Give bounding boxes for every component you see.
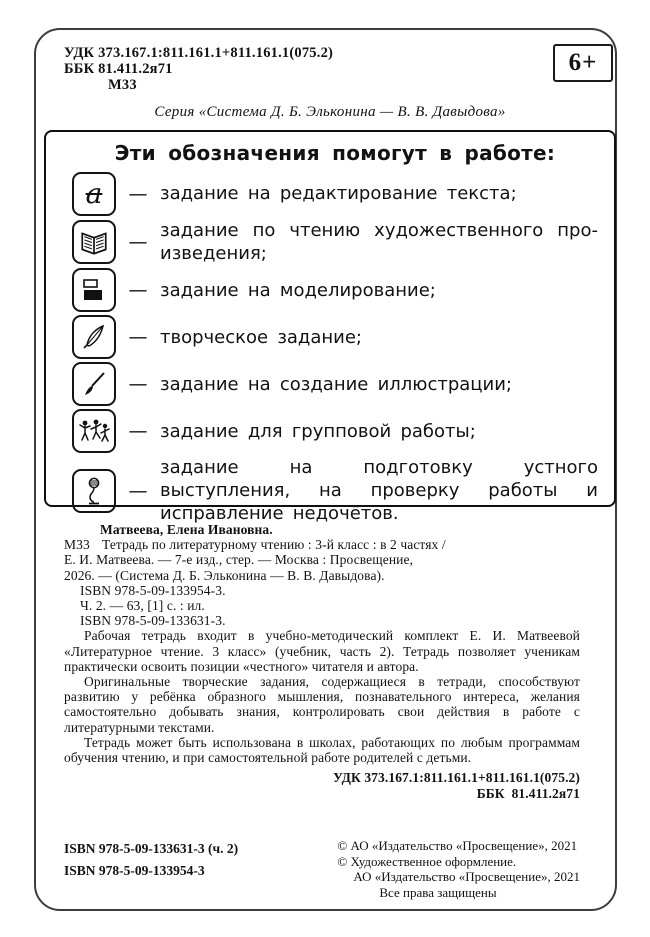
legend-item-text: задание на редактирование текста; [160,183,517,205]
card-title-line: Тетрадь по литературному чтению : 3-й класс : в 2 частях / [102,537,446,553]
icon-box [72,268,116,312]
legend-box [44,130,616,525]
bbk-code: ББК 81.411.2я71 [64,60,173,77]
icon-box [72,409,116,453]
legend-item [72,219,598,265]
footer-copyright-block [337,838,580,900]
card-author: Матвеева, Елена Ивановна. [100,522,273,537]
icon-box [72,172,116,216]
card-line: 2026. — (Система Д. Б. Эльконина — В. В. Давыдова). [64,567,385,583]
footer-isbn-block [64,838,238,882]
legend-item [72,315,598,359]
legend-rows [72,172,598,525]
card-isbn: ISBN 978-5-09-133631-3. [80,613,226,629]
legend-item [72,172,598,216]
dash-separator: — [128,326,148,349]
imprint-text [64,522,580,802]
paintbrush-icon [79,369,109,399]
annotation-paragraph-3: Тетрадь может быть использована в школах, работающих по любым программам обучения чтению, и при самостоятельной работе родителей с детьми. [64,734,580,766]
footer [64,838,580,900]
footer-isbn-full: ISBN 978-5-09-133954-3 [64,863,205,878]
quill-icon [79,322,109,352]
udk-code: УДК 373.167.1:811.161.1+811.161.1(075.2) [64,45,334,61]
dash-separator: — [128,420,148,443]
legend-item-text: задание на подготовку устного выступления, на проверку работы и исправление недочётов. [160,457,598,525]
annotation-paragraph-1: Рабочая тетрадь входит в учебно-методический комплект Е. И. Матвеевой «Литературное чтение. 3 класс» (учебник, часть 2). Тетрадь позволяет ученикам практически освоить позиции «честного» читателя и автора. [64,628,580,674]
copyright-line-4: Все права защищены [379,884,497,900]
bbk-code-bottom: ББК 81.411.2я71 [476,786,580,802]
classification-footer [64,770,580,802]
microphone-icon [79,475,109,507]
group-work-icon [77,416,111,446]
dash-separator: — [128,231,148,254]
reading-book-icon [78,226,110,258]
udk-code-bottom: УДК 373.167.1:811.161.1+811.161.1(075.2) [332,770,580,786]
icon-box [72,469,116,513]
annotation [64,628,580,765]
card-part-line: Ч. 2. — 63, [1] с. : ил. [80,598,205,614]
legend-item [72,268,598,312]
card-code: М33 [64,537,90,553]
legend-item-text: задание на моделирование; [160,279,436,301]
annotation-paragraph-2: Оригинальные творческие задания, содержащиеся в тетради, способствуют развитию у ребёнка образного мышления, познавательного интереса, желания самостоятельно добывать знания, контролировать свои действия в работе с литературными текстами. [64,674,580,735]
legend-title: Эти обозначения помогут в работе: [114,141,556,165]
card-line: Е. И. Матвеева. — 7-е изд., стер. — Москва : Просвещение, [64,552,414,568]
catalog-card [64,522,580,628]
legend-item-text: задание для групповой работы; [160,420,476,442]
header-classification [64,46,333,94]
edit-text-icon: a [85,177,103,210]
footer-isbn-part: ISBN 978-5-09-133631-3 (ч. 2) [64,841,239,856]
series-title: Серия «Система Д. Б. Эльконина — В. В. Давыдова» [154,104,506,120]
modeling-icon [79,275,109,305]
icon-box [72,315,116,359]
legend-item-text: задание по чтению художественного произведения; [160,220,598,265]
legend-item-text: творческое задание; [160,326,363,348]
icon-box [72,362,116,406]
dash-separator: — [128,279,148,302]
author-sign-code: М33 [108,77,137,93]
dash-separator: — [128,479,148,502]
copyright-line-3: АО «Издательство «Просвещение», 2021 [353,869,580,884]
dash-separator: — [128,183,148,205]
icon-box [72,220,116,264]
card-isbn: ISBN 978-5-09-133954-3. [80,582,226,598]
legend-item [72,456,598,525]
copyright-line-1: © АО «Издательство «Просвещение», 2021 [337,838,578,853]
legend-item-text: задание на создание иллюстрации; [160,373,512,395]
legend-item [72,409,598,453]
legend-item [72,362,598,406]
copyright-line-2: © Художественное оформление. [337,853,517,869]
dash-separator: — [128,373,148,396]
age-rating-badge: 6+ [553,44,613,82]
